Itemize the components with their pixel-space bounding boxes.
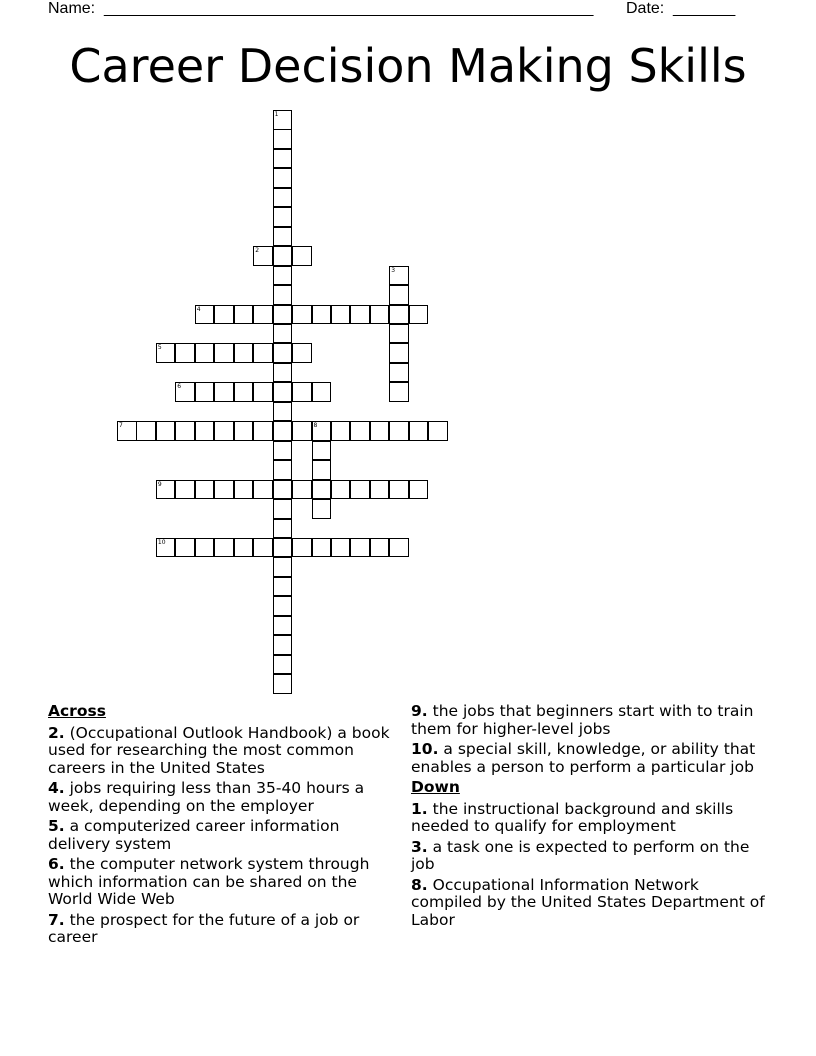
grid-cell[interactable] xyxy=(312,382,332,402)
grid-cell[interactable] xyxy=(273,363,293,383)
grid-cell[interactable] xyxy=(389,324,409,344)
grid-cell[interactable] xyxy=(428,421,448,441)
clue-number-label: 9. xyxy=(411,702,428,720)
grid-cell[interactable] xyxy=(195,343,215,363)
grid-cell[interactable] xyxy=(195,480,215,500)
grid-cell[interactable] xyxy=(273,499,293,519)
across-clue xyxy=(48,912,406,947)
clue-text: a special skill, knowledge, or ability that enables a person to perform a particular job xyxy=(411,740,756,776)
clue-number: 4 xyxy=(196,305,201,313)
grid-cell[interactable] xyxy=(312,421,332,441)
clue-text: the jobs that beginners start with to train them for higher-level jobs xyxy=(411,702,754,738)
clue-text: the instructional background and skills needed to qualify for employment xyxy=(411,799,734,835)
across-clue xyxy=(48,818,406,853)
grid-cell[interactable] xyxy=(350,480,370,500)
grid-cell[interactable] xyxy=(136,421,156,441)
across-heading: Across xyxy=(48,702,106,720)
grid-cell[interactable] xyxy=(156,343,176,363)
grid-cell[interactable] xyxy=(389,538,409,558)
grid-cell[interactable] xyxy=(292,382,312,402)
grid-cell[interactable] xyxy=(331,421,351,441)
grid-cell[interactable] xyxy=(409,305,429,325)
grid-cell[interactable] xyxy=(350,538,370,558)
grid-cell[interactable] xyxy=(234,538,254,558)
grid-cell[interactable] xyxy=(156,538,176,558)
grid-cell[interactable] xyxy=(273,188,293,208)
grid-cell[interactable] xyxy=(350,421,370,441)
grid-cell[interactable] xyxy=(234,382,254,402)
grid-cell[interactable] xyxy=(214,421,234,441)
grid-cell[interactable] xyxy=(312,305,332,325)
grid-cell[interactable] xyxy=(214,538,234,558)
grid-cell[interactable] xyxy=(195,382,215,402)
down-clue xyxy=(411,801,771,836)
grid-cell[interactable] xyxy=(175,343,195,363)
clue-text: Occupational Information Network compiled by the United States Department of Labor xyxy=(411,875,765,929)
grid-cell[interactable] xyxy=(350,305,370,325)
grid-cell[interactable] xyxy=(312,460,332,480)
clues-left-column xyxy=(48,703,406,950)
grid-cell[interactable] xyxy=(370,421,390,441)
clue-number: 2 xyxy=(255,247,260,255)
grid-cell[interactable] xyxy=(273,421,293,441)
grid-cell[interactable] xyxy=(370,480,390,500)
grid-cell[interactable] xyxy=(273,674,293,694)
grid-cell[interactable] xyxy=(273,557,293,577)
clue-number: 9 xyxy=(157,480,162,488)
grid-cell[interactable] xyxy=(273,343,293,363)
grid-cell[interactable] xyxy=(370,305,390,325)
clue-number: 6 xyxy=(177,383,182,391)
clue-number-label: 7. xyxy=(48,910,65,929)
down-clue-list xyxy=(411,801,771,930)
clue-number-label: 3. xyxy=(411,837,428,856)
grid-cell[interactable] xyxy=(253,246,273,266)
clue-text: a task one is expected to perform on the job xyxy=(411,837,750,873)
clue-number: 10 xyxy=(157,538,166,546)
grid-cell[interactable] xyxy=(117,421,137,441)
grid-cell[interactable] xyxy=(214,305,234,325)
grid-cell[interactable] xyxy=(253,421,273,441)
down-heading: Down xyxy=(411,778,460,796)
grid-cell[interactable] xyxy=(273,227,293,247)
grid-cell[interactable] xyxy=(195,421,215,441)
grid-cell[interactable] xyxy=(292,538,312,558)
grid-cell[interactable] xyxy=(273,149,293,169)
grid-cell[interactable] xyxy=(156,480,176,500)
grid-cell[interactable] xyxy=(273,207,293,227)
grid-cell[interactable] xyxy=(273,538,293,558)
grid-cell[interactable] xyxy=(175,538,195,558)
grid-cell[interactable] xyxy=(292,421,312,441)
grid-cell[interactable] xyxy=(273,480,293,500)
clue-number-label: 4. xyxy=(48,779,65,797)
grid-cell[interactable] xyxy=(273,168,293,188)
down-clue xyxy=(411,839,771,874)
clue-text: a computerized career information delivery system xyxy=(48,817,340,853)
grid-cell[interactable] xyxy=(234,421,254,441)
grid-cell[interactable] xyxy=(214,343,234,363)
grid-cell[interactable] xyxy=(331,480,351,500)
grid-cell[interactable] xyxy=(273,402,293,422)
grid-cell[interactable] xyxy=(389,343,409,363)
grid-cell[interactable] xyxy=(253,480,273,500)
grid-cell[interactable] xyxy=(273,110,293,130)
grid-cell[interactable] xyxy=(389,305,409,325)
across-clue xyxy=(48,780,406,815)
grid-cell[interactable] xyxy=(273,266,293,286)
grid-cell[interactable] xyxy=(409,421,429,441)
grid-cell[interactable] xyxy=(253,343,273,363)
name-blank-line[interactable]: _______________________________________________________ xyxy=(104,0,594,17)
grid-cell[interactable] xyxy=(175,421,195,441)
grid-cell[interactable] xyxy=(312,480,332,500)
grid-cell[interactable] xyxy=(389,421,409,441)
grid-cell[interactable] xyxy=(292,480,312,500)
grid-cell[interactable] xyxy=(273,382,293,402)
clue-number-label: 5. xyxy=(48,817,65,835)
clue-number: 5 xyxy=(157,344,162,352)
grid-cell[interactable] xyxy=(273,635,293,655)
grid-cell[interactable] xyxy=(175,480,195,500)
clue-number: 1 xyxy=(274,111,279,118)
clue-number-label: 8. xyxy=(411,875,428,894)
clue-text: (Occupational Outlook Handbook) a book used for researching the most common careers in the United States xyxy=(48,723,390,777)
grid-cell[interactable] xyxy=(312,499,332,519)
clue-number: 7 xyxy=(119,422,123,430)
across-clue-list xyxy=(48,725,406,947)
grid-cell[interactable] xyxy=(253,538,273,558)
grid-cell[interactable] xyxy=(273,616,293,636)
grid-cell[interactable] xyxy=(273,460,293,480)
name-label: Name: xyxy=(48,0,96,17)
clue-number: 8 xyxy=(313,422,318,430)
grid-cell[interactable] xyxy=(273,519,293,539)
across-clue xyxy=(411,703,771,738)
grid-cell[interactable] xyxy=(175,382,195,402)
clues-right-column xyxy=(411,703,771,932)
grid-cell[interactable] xyxy=(292,305,312,325)
clue-number-label: 6. xyxy=(48,855,65,873)
grid-cell[interactable] xyxy=(292,343,312,363)
grid-cell[interactable] xyxy=(389,480,409,500)
grid-cell[interactable] xyxy=(195,538,215,558)
grid-cell[interactable] xyxy=(389,266,409,286)
grid-cell[interactable] xyxy=(214,480,234,500)
grid-cell[interactable] xyxy=(273,305,293,325)
grid-cell[interactable] xyxy=(253,382,273,402)
grid-cell[interactable] xyxy=(273,129,293,149)
across-clue-list-continued xyxy=(411,703,771,776)
grid-cell[interactable] xyxy=(312,441,332,461)
across-clue xyxy=(48,856,406,909)
grid-cell[interactable] xyxy=(273,596,293,616)
grid-cell[interactable] xyxy=(292,246,312,266)
clue-number-label: 1. xyxy=(411,799,428,818)
grid-cell[interactable] xyxy=(234,343,254,363)
grid-cell[interactable] xyxy=(234,480,254,500)
grid-cell[interactable] xyxy=(273,246,293,266)
grid-cell[interactable] xyxy=(389,363,409,383)
clue-text: the computer network system through which information can be shared on the World Wide Web xyxy=(48,855,370,908)
date-label: Date: xyxy=(626,0,665,17)
grid-cell[interactable] xyxy=(234,305,254,325)
grid-cell[interactable] xyxy=(273,285,293,305)
down-clue xyxy=(411,877,771,930)
page-title: Career Decision Making Skills xyxy=(69,39,747,93)
clue-text: jobs requiring less than 35-40 hours a week, depending on the employer xyxy=(48,779,365,815)
grid-cell[interactable] xyxy=(214,382,234,402)
grid-cell[interactable] xyxy=(370,538,390,558)
across-clue xyxy=(411,741,771,776)
grid-cell[interactable] xyxy=(273,577,293,597)
clue-number-label: 10. xyxy=(411,740,439,758)
grid-cell[interactable] xyxy=(331,538,351,558)
across-clue xyxy=(48,725,406,778)
grid-cell[interactable] xyxy=(195,305,215,325)
grid-cell[interactable] xyxy=(253,305,273,325)
clue-number: 3 xyxy=(391,266,396,274)
grid-cell[interactable] xyxy=(409,480,429,500)
date-blank-line[interactable]: _______ xyxy=(673,0,736,17)
grid-cell[interactable] xyxy=(273,324,293,344)
grid-cell[interactable] xyxy=(389,382,409,402)
grid-cell[interactable] xyxy=(389,285,409,305)
grid-cell[interactable] xyxy=(156,421,176,441)
clue-number-label: 2. xyxy=(48,723,65,742)
grid-cell[interactable] xyxy=(273,655,293,675)
grid-cell[interactable] xyxy=(331,305,351,325)
grid-cell[interactable] xyxy=(312,538,332,558)
grid-cell[interactable] xyxy=(273,441,293,461)
clue-text: the prospect for the future of a job or career xyxy=(48,910,360,946)
